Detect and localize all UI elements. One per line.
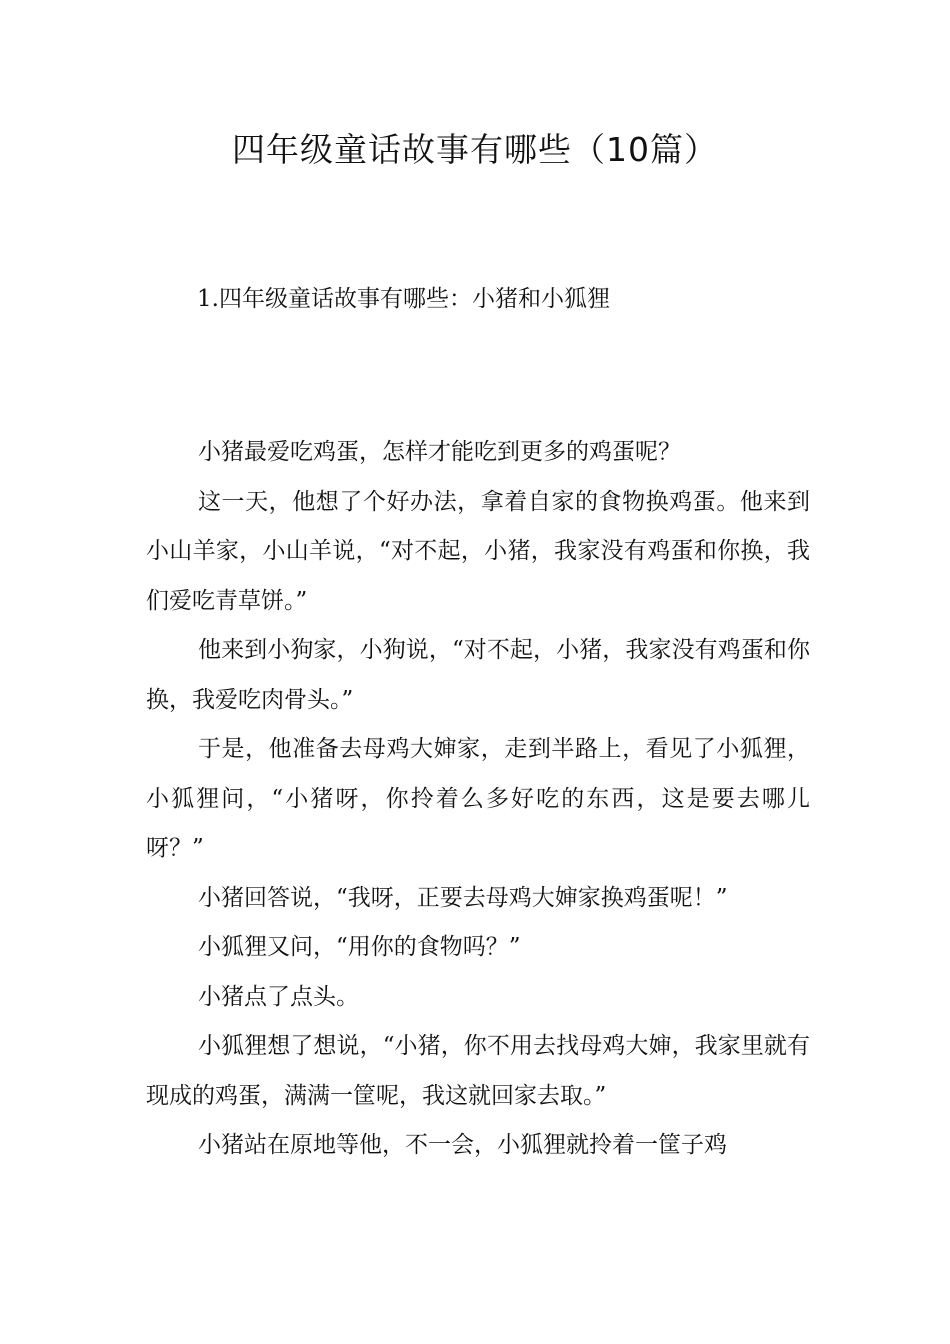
document-title: 四年级童话故事有哪些（10篇）: [232, 130, 718, 169]
paragraph: 小猪回答说，“我呀，正要去母鸡大婶家换鸡蛋呢！”: [198, 884, 728, 911]
paragraph: 小猪点了点头。: [198, 983, 359, 1010]
paragraph: 他来到小狗家，小狗说，“对不起，小猪，我家没有鸡蛋和你换，我爱吃肉骨头。”: [146, 637, 810, 713]
paragraph: 小狐狸又问，“用你的食物吗？”: [198, 934, 521, 960]
paragraph: 这一天，他想了个好办法，拿着自家的食物换鸡蛋。他来到小山羊家，小山羊说，“对不起，小猪，我家没有鸡蛋和你换，我们爱吃青草饼。”: [146, 488, 810, 614]
paragraph: 于是，他准备去母鸡大婶家，走到半路上，看见了小狐狸，小狐狸问，“小猪呀，你拎着么多好吃的东西，这是要去哪儿呀？”: [146, 736, 810, 861]
section-heading: 1.四年级童话故事有哪些：小猪和小狐狸: [197, 286, 610, 312]
paragraph: 小猪最爱吃鸡蛋，怎样才能吃到更多的鸡蛋呢？: [198, 439, 681, 465]
story-body: [146, 428, 810, 1171]
paragraph: 小狐狸想了想说，“小猪，你不用去找母鸡大婶，我家里就有现成的鸡蛋，满满一筐呢，我这就回家去取。”: [146, 1033, 810, 1109]
paragraph: 小猪站在原地等他，不一会，小狐狸就拎着一筐子鸡: [198, 1132, 727, 1158]
